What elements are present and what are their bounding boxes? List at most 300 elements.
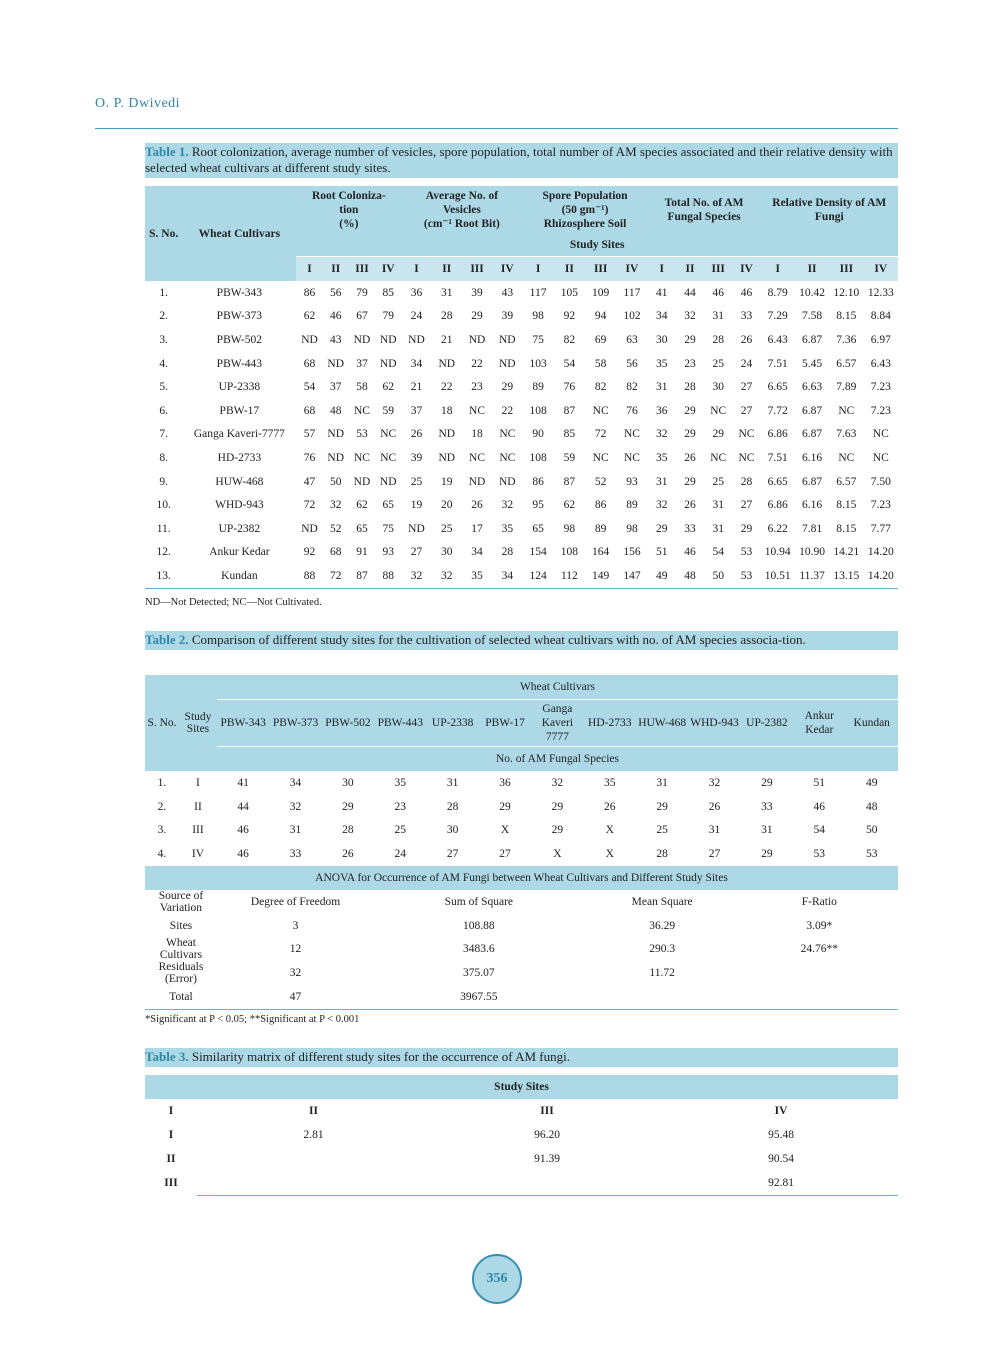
table-cell: 6.87 (801, 404, 823, 417)
table-cell: 32 (708, 776, 721, 789)
table-cell: 32 (329, 499, 342, 512)
table1-group-vesicles: Average No. of Vesicles (cm⁻¹ Root Bit) (423, 190, 500, 230)
table-cell: NC (353, 451, 370, 464)
table-cell: NC (499, 451, 516, 464)
table-cell: 29 (551, 800, 564, 813)
table-cell: 46 (813, 800, 826, 813)
table-cell: 31 (655, 475, 668, 488)
table-cell: 19 (441, 475, 453, 488)
table2-footnote: *Significant at P < 0.05; **Significant at P < 0.001 (145, 1014, 360, 1025)
table-cell: NC (623, 428, 640, 441)
table-cell: 98 (626, 522, 638, 535)
table-cell: ND (327, 428, 345, 441)
anova-cell: 32 (289, 967, 302, 980)
table1-col-cultivar: Wheat Cultivars (198, 227, 281, 240)
table-cell: 109 (592, 286, 610, 299)
table-cell: 86 (594, 499, 607, 512)
table-cell: 18 (441, 404, 453, 417)
table-cell: 7.23 (870, 381, 891, 394)
table1-caption-text: Root colonization, average number of vesicles, spore population, total number of AM species associated and their relative density with selected wheat cultivars at different study sites. (145, 144, 893, 175)
cultivar-name: Ankur Kedar (209, 546, 270, 559)
table-cell: ND (499, 475, 516, 488)
row-number: 7. (159, 428, 168, 441)
table-cell: 82 (563, 333, 576, 346)
anova-cell: 3 (292, 919, 299, 932)
table-cell: 154 (529, 546, 547, 559)
anova-row (145, 985, 898, 1009)
row-number: 8. (159, 451, 168, 464)
table1-group-species: Total No. of AM Fungal Species (664, 197, 744, 223)
table-row (145, 842, 898, 866)
table1-body (145, 281, 898, 588)
table-cell: 27 (740, 381, 753, 394)
table-cell: 39 (501, 310, 514, 323)
table3-header-cell: I (168, 1105, 174, 1117)
table-cell (430, 1171, 664, 1195)
table-cell: 5.45 (801, 357, 823, 370)
table-row (145, 1171, 898, 1195)
table-cell: 29 (656, 800, 668, 813)
table-cell: 6.87 (801, 333, 823, 346)
table-cell: 25 (712, 357, 724, 370)
table2-wheat-cultivars: Wheat Cultivars (217, 675, 898, 700)
anova-cell: 3483.6 (463, 943, 495, 956)
table-cell: 28 (712, 333, 724, 346)
table-cell: NC (872, 428, 889, 441)
table-cell: ND (353, 475, 371, 488)
cultivar-name: HUW-468 (215, 475, 264, 488)
table-cell: 75 (382, 522, 394, 535)
table-cell: 23 (394, 800, 407, 813)
table1-site-label: I (296, 257, 322, 282)
row-number: 10. (156, 499, 171, 512)
table-row (145, 328, 898, 352)
table-cell: 7.29 (767, 310, 788, 323)
table-cell: 75 (532, 333, 544, 346)
table-cell: 6.65 (767, 475, 788, 488)
table-row (145, 446, 898, 470)
table-cell: ND (379, 357, 397, 370)
table-cell: 149 (585, 564, 616, 588)
table-cell: 32 (289, 800, 302, 813)
table1-footnote: ND—Not Detected; NC—Not Cultivated. (145, 597, 322, 608)
anova-cell: Sites (169, 919, 193, 932)
table-cell: 26 (410, 428, 423, 441)
table1-site-label: I (648, 257, 676, 282)
table-cell: 86 (532, 475, 544, 488)
table2-header (145, 675, 898, 771)
table-cell: 30 (342, 776, 354, 789)
table-cell: NC (380, 451, 397, 464)
table-cell: 29 (684, 475, 696, 488)
table-cell: 32 (655, 428, 668, 441)
table-cell: 30 (446, 824, 459, 837)
row-number: 11. (156, 522, 171, 535)
table1-site-label: III (704, 257, 732, 282)
table-cell: 25 (441, 522, 453, 535)
table-cell: 31 (712, 310, 724, 323)
table-cell (197, 1147, 430, 1171)
table-cell: 22 (501, 404, 514, 417)
cultivar-name: PBW-443 (216, 357, 263, 370)
table-cell: NC (872, 451, 889, 464)
table-row (145, 470, 898, 494)
table-cell: 29 (761, 847, 773, 860)
table-cell: 108 (529, 451, 547, 464)
table-cell: 65 (382, 499, 394, 512)
table-cell: 37 (356, 357, 368, 370)
table-cell: 72 (303, 499, 316, 512)
table-cell: 46 (740, 286, 753, 299)
row-number: 12. (156, 546, 171, 559)
row-label: III (164, 1177, 178, 1189)
anova-header-row (145, 890, 898, 914)
table-cell: 33 (289, 847, 302, 860)
cultivar-name: PBW-17 (219, 404, 260, 417)
table-cell: 44 (684, 286, 696, 299)
table-cell: 6.16 (801, 499, 823, 512)
table2-cultivar-header: PBW-373 (272, 717, 319, 729)
table-cell: 62 (303, 310, 316, 323)
table-cell: 95.48 (768, 1129, 794, 1141)
table-cell: 21 (441, 333, 453, 346)
table-row (145, 1147, 898, 1171)
table-cell: 51 (655, 546, 668, 559)
table1-study-sites: Study Sites (569, 239, 625, 251)
table-cell: 30 (441, 546, 453, 559)
table2-cultivar-header: WHD-943 (690, 717, 739, 729)
table-cell: 41 (655, 286, 668, 299)
table-cell: 21 (410, 381, 423, 394)
table1-site-label: II (676, 257, 704, 282)
table-cell: 112 (554, 564, 585, 588)
table-cell: ND (408, 333, 425, 346)
table-cell: ND (379, 475, 397, 488)
table-cell: ND (379, 333, 397, 346)
table-cell: 46 (329, 310, 342, 323)
table-cell: 98 (563, 522, 576, 535)
table-cell: 91.39 (534, 1153, 560, 1165)
table-cell: 10.42 (799, 286, 825, 299)
table-cell: 29 (501, 381, 514, 394)
table-cell: 26 (684, 451, 696, 464)
table1-header (145, 186, 898, 281)
table1-site-label: IV (864, 257, 898, 282)
table2-cultivar-header: Ankur Kedar (804, 710, 834, 736)
table-cell: NC (592, 451, 609, 464)
table-cell: 29 (684, 428, 696, 441)
table-cell: 32 (655, 499, 668, 512)
anova-cell (741, 985, 898, 1009)
table1-site-label: III (462, 257, 492, 282)
table-cell: 31 (712, 499, 724, 512)
table2-body (145, 771, 898, 1010)
cultivar-name: Kundan (182, 564, 296, 588)
table-cell: 79 (382, 310, 394, 323)
table-cell: 24 (740, 357, 753, 370)
table-cell: 32 (501, 499, 514, 512)
table-cell: 6.87 (801, 428, 823, 441)
table2-cultivar-header: UP-2338 (431, 717, 474, 729)
table-cell: 33 (740, 310, 753, 323)
table-cell: 31 (289, 824, 302, 837)
table-cell: 6.22 (767, 522, 788, 535)
table-cell: 28 (441, 310, 453, 323)
row-label: 2. (157, 800, 167, 813)
anova-cell: 11.72 (649, 967, 675, 980)
anova-header: F-Ratio (801, 895, 837, 908)
table-cell: 35 (655, 451, 668, 464)
table-row (145, 375, 898, 399)
cultivar-name: PBW-373 (216, 310, 263, 323)
anova-cell: 24.76** (800, 943, 839, 956)
table-cell: 44 (237, 800, 249, 813)
table-cell: X (605, 824, 614, 837)
table-cell: 6.43 (767, 333, 788, 346)
table-cell: 10.90 (799, 546, 825, 559)
table-cell: 12.10 (833, 286, 860, 299)
table-cell: 52 (594, 475, 607, 488)
table-cell: 6.87 (801, 475, 823, 488)
table1 (145, 186, 898, 589)
table-cell: ND (301, 522, 318, 535)
table-row (145, 818, 898, 842)
table-cell: NC (469, 404, 486, 417)
table1-site-label: IV (616, 257, 647, 282)
anova-cell: 3.09* (806, 919, 833, 932)
cultivar-name: UP-2338 (218, 381, 261, 394)
table-cell: 94 (594, 310, 607, 323)
table2-cultivar-row (145, 700, 898, 747)
table-cell: 105 (560, 286, 578, 299)
table-cell: 35 (501, 522, 514, 535)
table-cell: ND (301, 333, 318, 346)
table-cell: 8.79 (767, 286, 788, 299)
anova-cell: 290.3 (649, 943, 676, 956)
table-cell: 90 (532, 428, 544, 441)
table-cell: 93 (382, 546, 394, 559)
table-cell: 22 (471, 357, 483, 370)
table-cell: 39 (471, 286, 483, 299)
table-cell: 90.54 (768, 1153, 794, 1165)
table1-site-label: I (761, 257, 795, 282)
table-cell: 32 (684, 310, 696, 323)
header-rule (95, 128, 898, 129)
table-cell: X (605, 847, 614, 860)
table-cell: 26 (342, 847, 354, 860)
table-cell: 30 (655, 333, 668, 346)
table-cell: 58 (594, 357, 607, 370)
table-cell: ND (327, 357, 345, 370)
table-cell: 29 (655, 522, 668, 535)
table-cell: 34 (492, 564, 522, 588)
table-cell: 27 (446, 847, 459, 860)
table1-site-label: III (829, 257, 863, 282)
anova-cell: 108.88 (463, 919, 495, 932)
table-cell: 22 (441, 381, 453, 394)
table-cell: 20 (441, 499, 453, 512)
table-cell: 33 (684, 522, 696, 535)
cultivar-name: HD-2733 (217, 451, 262, 464)
table-cell: 50 (704, 564, 732, 588)
row-label: I (168, 1129, 174, 1141)
table-cell: 37 (410, 404, 423, 417)
table-cell: NC (623, 451, 640, 464)
table-cell: 76 (303, 451, 316, 464)
table-cell: 7.77 (870, 522, 891, 535)
anova-cell: 36.29 (649, 919, 676, 932)
table-cell: ND (353, 333, 371, 346)
table2-cultivar-header: Kundan (853, 717, 890, 729)
table-cell: 28 (342, 824, 354, 837)
anova-cell: 3967.55 (374, 985, 584, 1009)
table-cell: 29 (342, 800, 354, 813)
table-cell: 31 (441, 286, 453, 299)
table-cell: 59 (382, 404, 394, 417)
table3-header-row (145, 1099, 898, 1123)
table-cell: 24 (410, 310, 423, 323)
table2-subhead: No. of AM Fungal Species (217, 747, 898, 772)
cultivar-name: PBW-343 (216, 286, 263, 299)
table-cell: 28 (446, 800, 459, 813)
table-cell: 6.43 (870, 357, 891, 370)
table-cell: 92.81 (664, 1171, 898, 1195)
table-cell: 26 (684, 499, 696, 512)
row-number: 5. (159, 381, 168, 394)
anova-row (145, 937, 898, 961)
table-cell: 25 (410, 475, 423, 488)
table-cell: 147 (616, 564, 647, 588)
table-cell: 29 (684, 404, 696, 417)
table1-site-label: III (349, 257, 375, 282)
table-cell: 54 (813, 824, 826, 837)
row-number: 9. (159, 475, 168, 488)
anova-row (145, 914, 898, 938)
table-cell: 56 (626, 357, 638, 370)
table-cell: 7.23 (870, 404, 891, 417)
table-cell: 8.15 (836, 499, 857, 512)
table-cell: 29 (471, 310, 483, 323)
table-cell: 62 (356, 499, 368, 512)
table-cell: 28 (501, 546, 514, 559)
table-cell: 93 (626, 475, 638, 488)
anova-cell: Wheat Cultivars (159, 937, 203, 962)
table1-group-density: Relative Density of AM Fungi (772, 197, 887, 223)
table-cell: 50 (865, 824, 878, 837)
row-label: 4. (157, 847, 167, 860)
table-cell: 28 (740, 475, 753, 488)
table-cell: 23 (471, 381, 483, 394)
cultivar-name: WHD-943 (215, 499, 264, 512)
table-cell: 6.57 (836, 357, 857, 370)
table-cell: NC (710, 451, 727, 464)
table-cell: 96.20 (534, 1129, 560, 1141)
table-cell: 26 (740, 333, 753, 346)
row-label: II (194, 800, 202, 813)
table-cell: 43 (329, 333, 342, 346)
table-cell: 7.58 (801, 310, 823, 323)
table3-header-cell: IV (774, 1105, 788, 1117)
table-cell: 7.36 (836, 333, 857, 346)
table-cell: 46 (237, 847, 249, 860)
table-cell: 53 (740, 546, 753, 559)
table1-site-label: IV (492, 257, 522, 282)
table-cell: 7.51 (767, 451, 788, 464)
table-cell: 8.84 (870, 310, 891, 323)
table-cell: 27 (410, 546, 423, 559)
anova-header: Degree of Freedom (250, 895, 341, 908)
table-cell: 29 (499, 800, 511, 813)
row-number: 13. (145, 564, 182, 588)
table-cell: 25 (712, 475, 724, 488)
table-cell: 31 (656, 776, 668, 789)
table-cell: 6.65 (767, 381, 788, 394)
anova-cell (584, 985, 741, 1009)
table-cell: 41 (237, 776, 249, 789)
table-cell: 37 (329, 381, 342, 394)
table-cell: 87 (349, 564, 375, 588)
table3-caption-text: Similarity matrix of different study sites for the occurrence of AM fungi. (191, 1049, 570, 1064)
table-cell: 46 (237, 824, 249, 837)
row-label: II (166, 1153, 176, 1165)
table-cell: 13.15 (829, 564, 863, 588)
table-cell: 29 (740, 522, 753, 535)
anova-header: Sum of Square (444, 895, 514, 908)
row-label: IV (191, 847, 205, 860)
table-cell: 68 (303, 404, 316, 417)
row-number: 2. (159, 310, 168, 323)
table-cell: 68 (329, 546, 342, 559)
table-cell: 18 (471, 428, 483, 441)
table3-header-cell: II (309, 1105, 318, 1117)
table-cell: 76 (626, 404, 638, 417)
table-cell: 68 (303, 357, 316, 370)
table-cell: 14.20 (867, 546, 894, 559)
anova-header: Source of Variation (158, 889, 204, 914)
table-cell: 31 (761, 824, 773, 837)
table-cell: ND (438, 357, 456, 370)
table-cell: 72 (594, 428, 607, 441)
table2-cultivar-header: PBW-343 (220, 717, 266, 729)
table-cell: 98 (532, 310, 544, 323)
table-cell: NC (738, 428, 755, 441)
table-cell: 48 (676, 564, 704, 588)
table1-site-label: III (585, 257, 616, 282)
table-cell: ND (438, 428, 456, 441)
table-cell: 85 (563, 428, 576, 441)
table-cell: 53 (356, 428, 368, 441)
table-cell: 62 (382, 381, 394, 394)
anova-row (145, 961, 898, 985)
table-cell: 35 (394, 776, 407, 789)
table1-group-root: Root Coloniza- tion (%) (311, 190, 386, 230)
table-cell: NC (838, 451, 855, 464)
table-cell: 79 (356, 286, 368, 299)
anova-header: Mean Square (631, 895, 693, 908)
table-cell: 63 (626, 333, 638, 346)
table-cell: 43 (501, 286, 514, 299)
row-label: 3. (157, 824, 167, 837)
anova-cell: 47 (217, 985, 374, 1009)
table-cell: 29 (551, 824, 564, 837)
table2-cultivar-header: PBW-17 (485, 717, 525, 729)
table-cell: 82 (626, 381, 638, 394)
table-cell: 32 (401, 564, 431, 588)
table-cell: ND (499, 357, 516, 370)
table-cell: 58 (356, 381, 368, 394)
table-cell: 6.16 (801, 451, 823, 464)
table-cell: 56 (329, 286, 342, 299)
